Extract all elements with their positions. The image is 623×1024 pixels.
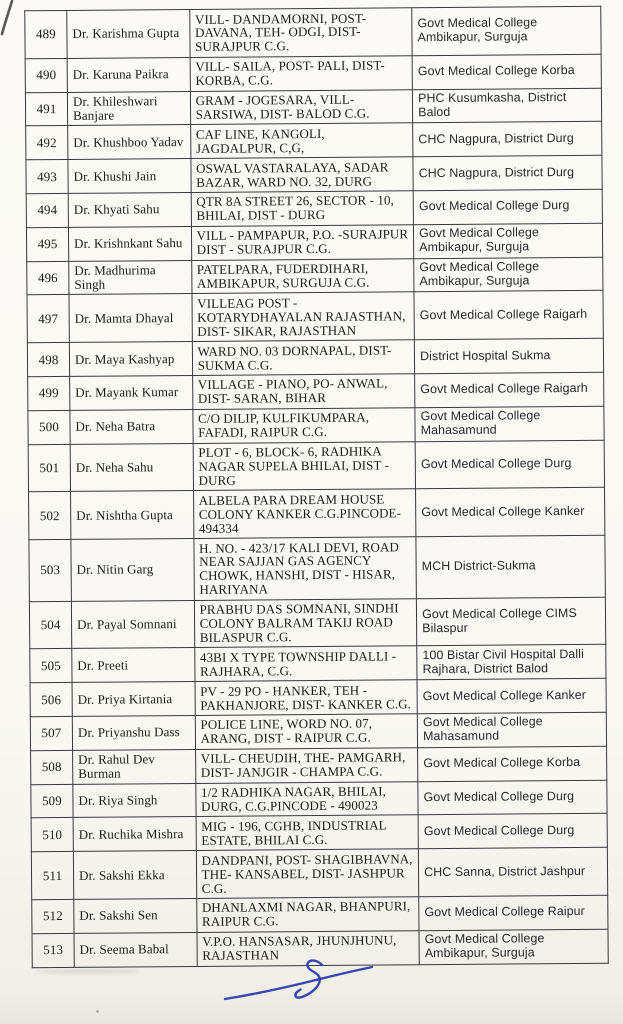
row-posting-location: PHC Kusumkasha, District Balod [413,88,602,123]
row-posting-location: CHC Nagpura, District Durg [413,155,602,190]
posting-table [24,6,609,968]
row-posting-location: CHC Nagpura, District Durg [413,122,602,157]
row-address: CAF LINE, KANGOLI, JAGDALPUR, C,G, [190,123,413,159]
row-posting-location: Govt Medical College Mahasamund [415,406,604,441]
row-doctor-name: Dr. Payal Somnani [71,600,194,649]
table-row [31,780,607,818]
row-doctor-name: Dr. Nishtha Gupta [71,491,194,540]
row-posting-location: Govt Medical College CIMS Bilaspur [417,597,606,646]
row-posting-location: Govt Medical College Korba [412,54,601,89]
row-posting-location: Govt Medical College Ambikapur, Surguja [412,6,601,55]
table-row [28,440,604,492]
table-row [31,847,607,899]
row-serial-number: 504 [29,601,71,649]
row-posting-location: MCH District-Sukma [416,535,605,598]
row-address: VILLAGE - PIANO, PO- ANWAL, DIST- SARAN, BIHAR [192,374,415,410]
table-row [25,88,601,126]
row-doctor-name: Dr. Priya Kirtania [72,682,195,717]
row-doctor-name: Dr. Ruchika Mishra [73,817,196,852]
table-row [28,406,604,444]
row-serial-number: 493 [26,160,68,194]
row-doctor-name: Dr. Khileshwari Banjare [67,91,190,126]
table-row [26,122,602,160]
row-address: VILL- CHEUDIH, THE- PAMGARH, DIST- JANJGIR - CHAMPA C.G. [195,747,418,783]
table-body [25,6,608,967]
table-row [31,746,607,784]
row-serial-number: 511 [31,852,73,900]
row-serial-number: 489 [25,10,67,58]
row-address: 1/2 RADHIKA NAGAR, BHILAI, DURG, C.G.PINCODE - 490023 [195,781,418,817]
table-row [25,54,601,92]
scan-speck [96,1010,99,1013]
row-serial-number: 506 [30,683,72,717]
row-serial-number: 507 [30,716,72,750]
row-serial-number: 503 [29,539,71,601]
row-serial-number: 499 [28,376,70,410]
row-posting-location: Govt Medical College Raipur [419,895,608,930]
row-address: PRABHU DAS SOMNANI, SINDHI COLONY BALRAM TAKIJ ROAD BILASPUR C.G. [194,598,417,647]
row-posting-location: Govt Medical College Mahasamund [417,712,606,747]
table-row [29,535,605,601]
row-posting-location: Govt Medical College Ambikapur, Surguja [419,929,608,964]
row-address: PATELPARA, FUDERDIHARI, AMBIKAPUR, SURGUJA C.G. [191,258,414,294]
table-row [25,6,601,58]
row-address: OSWAL VASTARALAYA, SADAR BAZAR, WARD NO. 32, DURG [191,157,414,193]
row-doctor-name: Dr. Riya Singh [73,783,196,818]
table-row [28,372,604,410]
row-address: C/O DILIP, KULFIKUMPARA, FAFADI, RAIPUR C.G. [192,407,415,443]
row-doctor-name: Dr. Sakshi Ekka [73,851,196,900]
row-serial-number: 505 [30,649,72,683]
table-row [26,155,602,193]
row-serial-number: 496 [27,261,69,295]
scan-smudge [36,969,140,974]
row-address: WARD NO. 03 DORNAPAL, DIST- SUKMA C.G. [192,340,415,376]
row-address: ALBELA PARA DREAM HOUSE COLONY KANKER C.G.PINCODE- 494334 [193,489,416,538]
row-address: MIG - 196, CGHB, INDUSTRIAL ESTATE, BHILAI C.G. [196,815,419,851]
row-posting-location: Govt Medical College Durg [418,814,607,849]
row-address: V.P.O. HANSASAR, JHUNJHUNU, RAJASTHAN [197,930,420,966]
row-address: 43BI X TYPE TOWNSHIP DALLI - RAJHARA, C.G. [194,646,417,682]
row-address: VILL- SAILA, POST- PALI, DIST- KORBA, C.G. [190,55,413,91]
row-posting-location: Govt Medical College Durg [413,189,602,224]
row-doctor-name: Dr. Krishnkant Sahu [68,226,191,261]
row-doctor-name: Dr. Priyanshu Dass [72,715,195,750]
row-serial-number: 494 [26,193,68,227]
row-serial-number: 495 [26,227,68,261]
row-address: VILLEAG POST - KOTARYDHAYALAN RAJASTHAN, DIST- SIKAR, RAJASTHAN [192,292,415,341]
row-posting-location: 100 Bistar Civil Hospital Dalli Rajhara, District Balod [417,645,606,680]
row-doctor-name: Dr. Khyati Sahu [68,192,191,227]
row-serial-number: 509 [31,784,73,818]
table-row [27,338,603,376]
row-serial-number: 490 [25,58,67,92]
row-serial-number: 498 [27,343,69,377]
row-doctor-name: Dr. Maya Kashyap [69,342,192,377]
row-doctor-name: Dr. Neha Sahu [70,443,193,492]
row-posting-location: Govt Medical College Raigarh [414,291,603,340]
table-row [27,257,603,295]
table-row [32,895,608,933]
pen-stroke-mark [0,0,18,42]
row-posting-location: Govt Medical College Kanker [416,488,605,537]
row-address: VILL- DANDAMORNI, POST- DAVANA, TEH- ODGI, DIST- SURAJPUR C.G. [189,8,412,57]
row-doctor-name: Dr. Preeti [72,648,195,683]
row-posting-location: Govt Medical College Durg [418,780,607,815]
table-row [31,814,607,852]
table-row [26,189,602,227]
row-serial-number: 510 [31,818,73,852]
row-posting-location: Govt Medical College Raigarh [415,372,604,407]
row-address: DANDPANI, POST- SHAGIBHAVNA, THE- KANSABEL, DIST- JASHPUR C.G. [196,849,419,898]
row-address: POLICE LINE, WORD NO. 07, ARANG, DIST - RAIPUR C.G. [195,714,418,750]
row-serial-number: 497 [27,295,69,343]
table-row [27,291,603,343]
row-address: PV - 29 PO - HANKER, TEH - PAKHANJORE, DIST- KANKER C.G. [195,680,418,716]
row-doctor-name: Dr. Mayank Kumar [70,375,193,410]
row-address: DHANLAXMI NAGAR, BHANPURI, RAIPUR C.G. [196,897,419,933]
row-doctor-name: Dr. Mamta Dhayal [69,294,192,343]
row-doctor-name: Dr. Khushboo Yadav [68,125,191,160]
row-serial-number: 500 [28,410,70,444]
row-serial-number: 502 [29,492,71,540]
row-doctor-name: Dr. Khushi Jain [68,159,191,194]
table-row [29,597,605,649]
table-row [29,488,605,540]
row-posting-location: Govt Medical College Durg [415,440,604,489]
row-address: PLOT - 6, BLOCK- 6, RADHIKA NAGAR SUPELA BHILAI, DIST - DURG [193,441,416,490]
row-posting-location: CHC Sanna, District Jashpur [418,847,607,896]
row-address: QTR 8A STREET 26, SECTOR - 10, BHILAI, DIST - DURG [191,191,414,227]
row-address: GRAM - JOGESARA, VILL- SARSIWA, DIST- BALOD C.G. [190,89,413,125]
row-serial-number: 512 [32,899,74,933]
row-address: VILL - PAMPAPUR, P.O. -SURAJPUR DIST - SURAJPUR C.G. [191,225,414,261]
row-serial-number: 491 [25,92,67,126]
row-doctor-name: Dr. Nitin Garg [71,538,194,601]
row-doctor-name: Dr. Sakshi Sen [74,898,197,933]
row-address: H. NO. - 423/17 KALI DEVI, ROAD NEAR SAJJAN GAS AGENCY CHOWK, HANSHI, DIST - HISAR, HARIYANA [194,537,417,600]
row-serial-number: 501 [28,444,70,492]
row-posting-location: District Hospital Sukma [414,338,603,373]
row-doctor-name: Dr. Madhurima Singh [69,260,192,295]
row-posting-location: Govt Medical College Kanker [417,678,606,713]
row-serial-number: 513 [32,933,74,967]
row-serial-number: 508 [31,750,73,784]
table-row [26,223,602,261]
row-doctor-name: Dr. Karishma Gupta [67,9,190,58]
row-doctor-name: Dr. Karuna Paikra [67,57,190,92]
row-doctor-name: Dr. Seema Babal [74,932,197,967]
table-row [30,645,606,683]
table-row [30,712,606,750]
table-row [30,678,606,716]
row-posting-location: Govt Medical College Ambikapur, Surguja [414,223,603,258]
row-posting-location: Govt Medical College Ambikapur, Surguja [414,257,603,292]
row-posting-location: Govt Medical College Korba [418,746,607,781]
row-doctor-name: Dr. Rahul Dev Burman [73,749,196,784]
signature [220,956,382,1010]
row-serial-number: 492 [26,126,68,160]
row-doctor-name: Dr. Neha Batra [70,409,193,444]
